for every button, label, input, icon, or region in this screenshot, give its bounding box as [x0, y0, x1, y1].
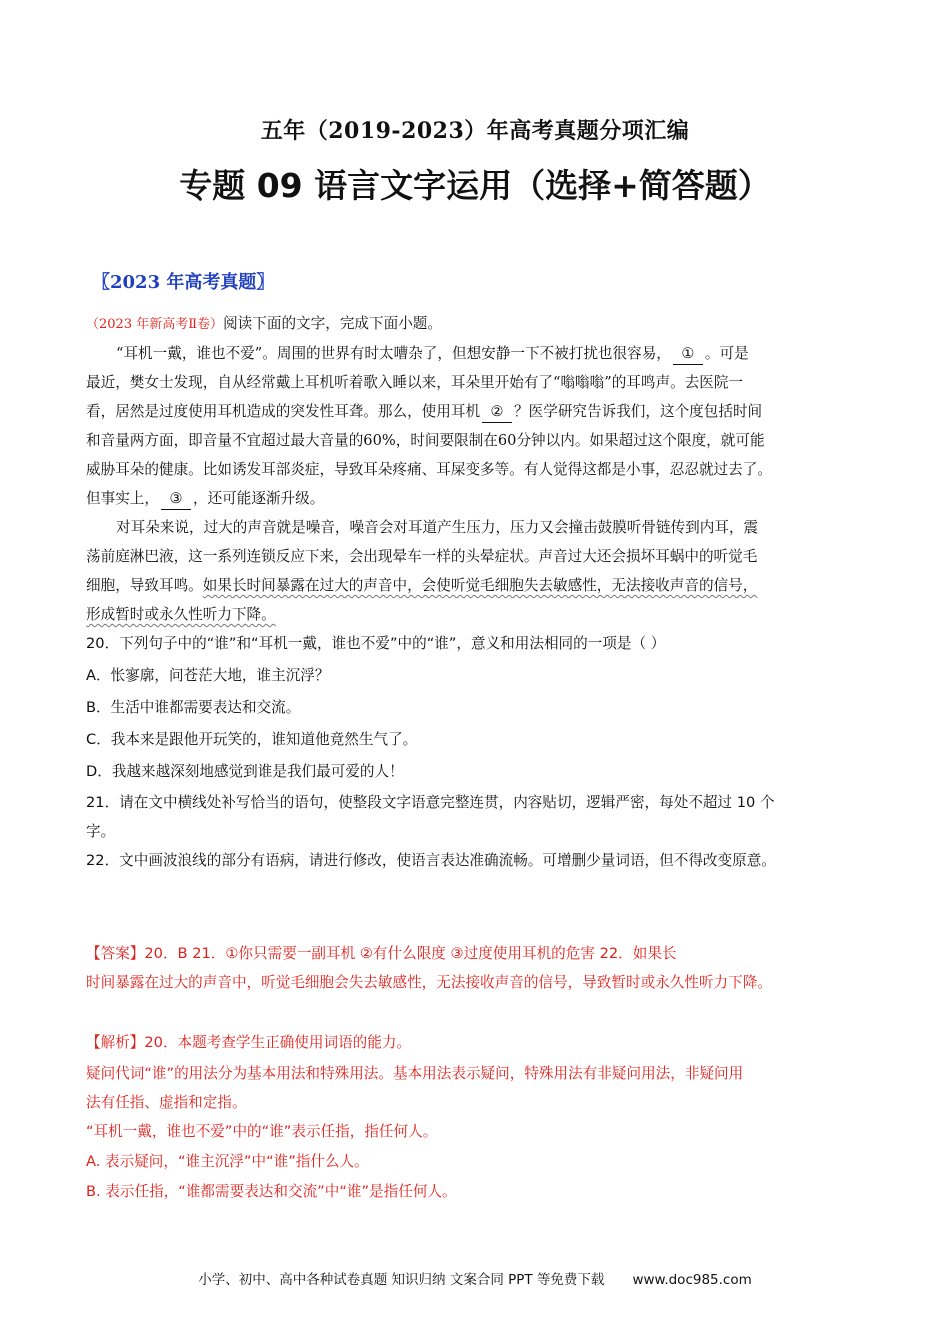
question-21-cont: 字。 [86, 823, 116, 840]
blank-2: ② [482, 402, 512, 423]
passage-line [86, 576, 757, 596]
passage-text: 但事实上， [86, 490, 159, 507]
page-footer [0, 1268, 950, 1288]
analysis-line: 【解析】20．本题考查学生正确使用词语的能力。 [86, 1034, 412, 1051]
passage-line [86, 605, 276, 625]
wavy-underlined-text: 如果长时间暴露在过大的声音中，会使听觉毛细胞失去敏感性，无法接收声音的信号， [202, 577, 758, 594]
footer-link[interactable]: www.doc985.com [632, 1272, 752, 1288]
passage-intro-line [86, 314, 442, 335]
answer-line: 【答案】20．B 21．①你只需要一副耳机 ②有什么限度 ③过度使用耳机的危害 22．如果长 [86, 945, 677, 962]
document-subtitle: 五年（2019-2023）年高考真题分项汇编 [260, 118, 690, 144]
option-d: D．我越来越深刻地感觉到谁是我们最可爱的人！ [86, 763, 404, 780]
passage-line [86, 489, 324, 510]
question-21: 21．请在文中横线处补写恰当的语句，使整段文字语意完整连贯，内容贴切，逻辑严密，每处不超过 10 个 [86, 794, 775, 811]
passage-line: 荡前庭淋巴液，这一系列连锁反应下来，会出现晕车一样的头晕症状。声音过大还会损坏耳蜗中的听觉毛 [86, 548, 758, 565]
wavy-underlined-text: 形成暂时或永久性听力下降。 [86, 606, 276, 623]
section-heading: 〖2023 年高考真题〗 [92, 272, 275, 293]
passage-text: “耳机一戴，谁也不爱”。周围的世界有时太嘈杂了，但想安静一下不被打扰也很容易， [116, 345, 671, 362]
passage-text: ？医学研究告诉我们，这个度包括时间 [514, 403, 763, 420]
passage-line [86, 402, 762, 423]
passage-text: ，还可能逐渐升级。 [192, 490, 325, 507]
analysis-line: 法有任指、虚指和定指。 [86, 1094, 247, 1111]
passage-line [116, 344, 749, 365]
option-b: B．生活中谁都需要表达和交流。 [86, 699, 301, 716]
analysis-line: B. 表示任指，“谁都需要表达和交流”中“谁”是指任何人。 [86, 1183, 457, 1200]
passage-line: 对耳朵来说，过大的声音就是噪音，噪音会对耳道产生压力，压力又会撞击鼓膜听骨链传到内耳，震 [116, 519, 759, 536]
question-source: （2023 年新高考Ⅱ卷） [86, 317, 224, 332]
analysis-line: A. 表示疑问，“谁主沉浮”中“谁”指什么人。 [86, 1153, 369, 1170]
analysis-line: 疑问代词“谁”的用法分为基本用法和特殊用法。基本用法表示疑问，特殊用法有非疑问用法，非疑问用 [86, 1065, 744, 1082]
document-title: 专题 09 语言文字运用（选择+简答题） [179, 166, 771, 205]
blank-3: ③ [161, 489, 191, 510]
passage-line: 和音量两方面，即音量不宜超过最大音量的60%，时间要限制在60分钟以内。如果超过这个限度，就可能 [86, 432, 765, 449]
footer-text: 小学、初中、高中各种试卷真题 知识归纳 文案合同 PPT 等免费下载 [198, 1272, 605, 1288]
passage-text: 。可是 [704, 345, 749, 362]
analysis-line: “耳机一戴，谁也不爱”中的“谁”表示任指，指任何人。 [86, 1123, 438, 1140]
passage-line: 威胁耳朵的健康。比如诱发耳部炎症，导致耳朵疼痛、耳屎变多等。有人觉得这都是小事，忍忍就过去了。 [86, 461, 772, 478]
blank-1: ① [673, 344, 703, 365]
option-a: A．怅寥廓，问苍茫大地，谁主沉浮？ [86, 667, 330, 684]
passage-text: 细胞，导致耳鸣。 [86, 577, 203, 594]
option-c: C．我本来是跟他开玩笑的，谁知道他竟然生气了。 [86, 731, 418, 748]
question-20: 20．下列句子中的“谁”和“耳机一戴，谁也不爱”中的“谁”，意义和用法相同的一项是（ ） [86, 635, 666, 652]
passage-line: 最近，樊女士发现，自从经常戴上耳机听着歌入睡以来，耳朵里开始有了“嗡嗡嗡”的耳鸣声。去医院一 [86, 374, 744, 391]
answer-line: 时间暴露在过大的声音中，听觉毛细胞会失去敏感性，无法接收声音的信号，导致暂时或永久性听力下降。 [86, 974, 772, 991]
passage-text: 看，居然是过度使用耳机造成的突发性耳聋。那么，使用耳机 [86, 403, 481, 420]
passage-intro: 阅读下面的文字，完成下面小题。 [223, 315, 442, 332]
question-22: 22．文中画波浪线的部分有语病，请进行修改，使语言表达准确流畅。可增删少量词语，但不得改变原意。 [86, 852, 776, 869]
